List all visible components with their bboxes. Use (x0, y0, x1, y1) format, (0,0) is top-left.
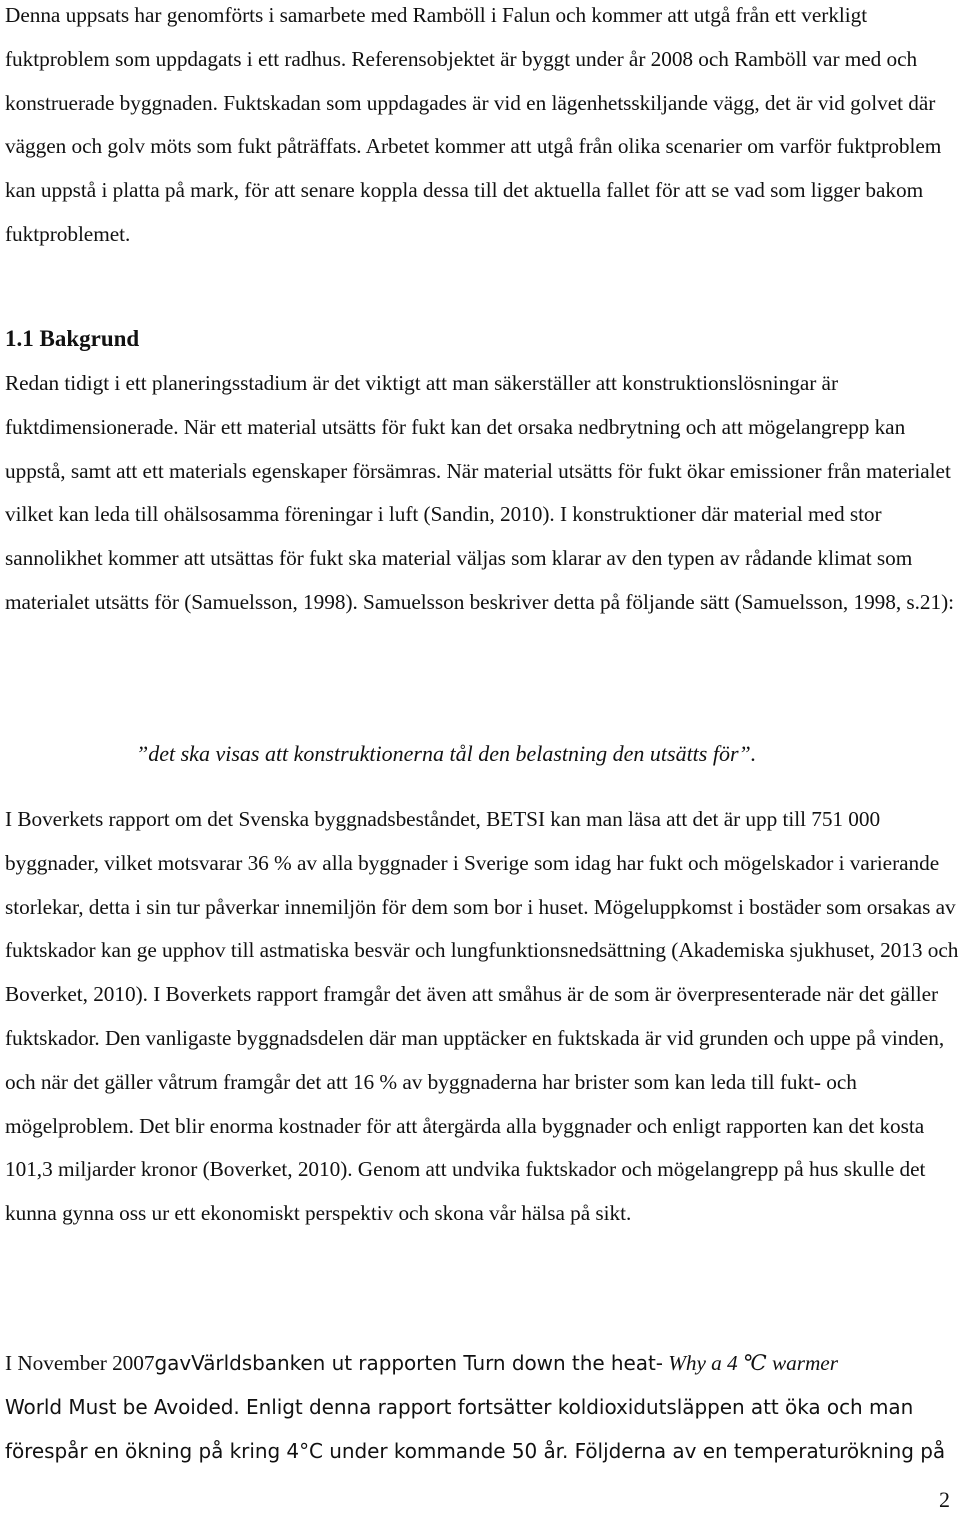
background-paragraph: Redan tidigt i ett planeringsstadium är det viktigt att man säkerställer att konstruktionslösningar är fuktdimensionerade. När ett material utsätts för fukt kan det orsaka nedbrytning och att mögelangrepp kan uppstå, samt att ett materials egenskaper försämras. När material utsätts för fukt ökar emissioner från materialet vilket kan leda till ohälsosamma föreningar i luft (Sandin, 2010). I konstruktioner där material med stor sannolikhet kommer att utsättas för fukt ska material väljas som klarar av den typen av rådande klimat som materialet utsätts för (Samuelsson, 1998). Samuelsson beskriver detta på följande sätt (Samuelsson, 1998, s.21): (5, 371, 955, 614)
betsi-paragraph: I Boverkets rapport om det Svenska byggnadsbeståndet, BETSI kan man läsa att det är upp till 751 000 byggnader, vilket motsvarar 36 % av alla byggnader i Sverige som idag har fukt och mögelskador i varierande storlekar, detta i sin tur påverkar innemiljön för dem som bor i huset. Mögeluppkomst i bostäder som orsakas av fuktskador kan ge upphov till astmatiska besvär och lungfunktionsnedsättning (Akademiska sjukhuset, 2013 och Boverket, 2010). I Boverkets rapport framgår det även att småhus är de som är överpresenterade när det gäller fuktskador. Den vanligaste byggnadsdelen där man upptäcker en fuktskada är vid grunden och uppe på vinden, och när det gäller våtrum framgår det att 16 % av byggnaderna har brister som kan leda till fukt- och mögelproblem. Det blir enorma kostnader för att återgärda alla byggnader och enligt rapporten kan det kosta 101,3 miljarder kronor (Boverket, 2010). Genom att undvika fuktskador och mögelangrepp på hus skulle det kunna gynna oss ur ett ekonomiskt perspektiv och skona vår hälsa på sikt. (5, 807, 959, 1226)
world-bank-lead: I November 2007 (5, 1351, 155, 1375)
world-bank-paragraph (5, 1342, 960, 1473)
intro-paragraph: Denna uppsats har genomförts i samarbete med Ramböll i Falun och kommer att utgå från ett verkligt fuktproblem som uppdagats i ett radhus. Referensobjektet är byggt under år 2008 och Ramböll var med och konstruerade byggnaden. Fuktskadan som uppdagades är vid en lägenhetsskiljande vägg, det är vid golvet där väggen och golv möts som fukt påträffats. Arbetet kommer att utgå från olika scenarier om varför fuktproblem kan uppstå i platta på mark, för att senare koppla dessa till det aktuella fallet för att se vad som ligger bakom fuktproblemet. (5, 3, 942, 246)
world-bank-report-title-end: World Must be Avoided. (5, 1394, 240, 1419)
world-bank-report-title-italic: Why a 4 ℃ warmer (662, 1351, 838, 1375)
world-bank-report-intro: gavVärldsbanken ut rapporten Turn down the heat- (154, 1351, 663, 1375)
block-quote: ”det ska visas att konstruktionerna tål den belastning den utsätts för”. (136, 741, 757, 766)
world-bank-paragraph-rest: Enligt denna rapport fortsätter koldioxidutsläppen att öka och man förespår en ökning på kring 4°C under kommande 50 år. Följderna av en temperaturökning på (5, 1394, 946, 1463)
page-number: 2 (939, 1487, 950, 1512)
section-heading: 1.1 Bakgrund (5, 326, 140, 351)
